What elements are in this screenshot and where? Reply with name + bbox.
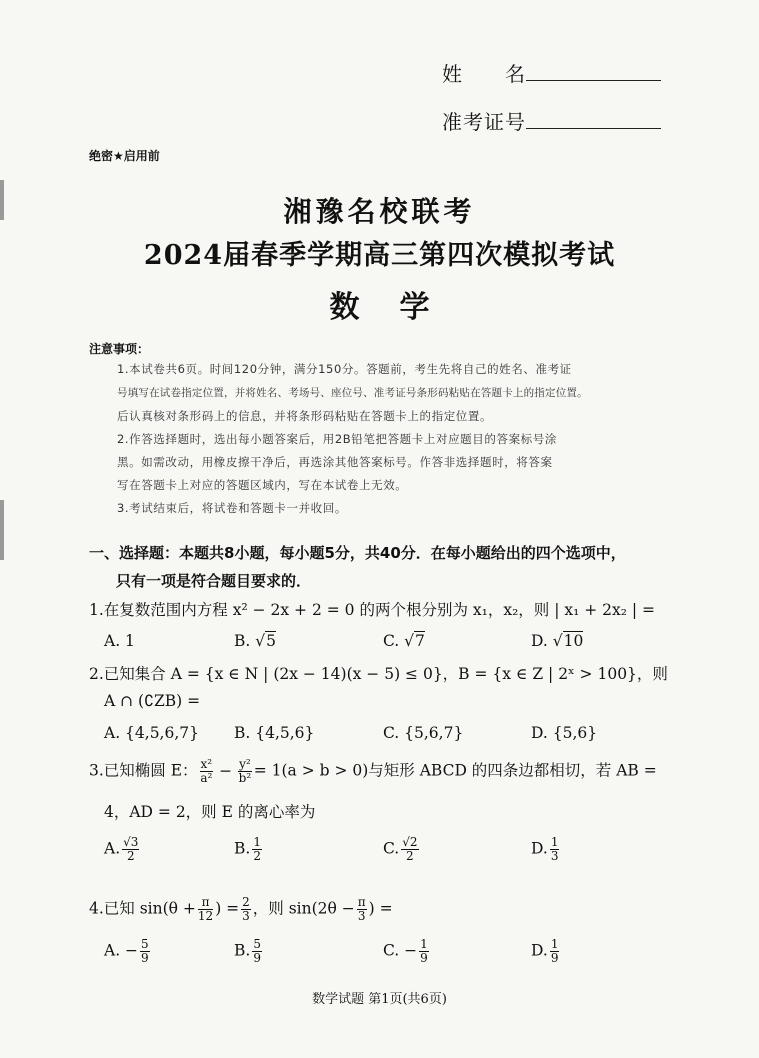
q4-option-c: C. − $\frac{1}{9}$ bbox=[383, 937, 428, 965]
notice-item: 后认真核对条形码上的信息，并将条形码粘贴在答题卡上的指定位置。 bbox=[117, 409, 493, 423]
question-2-stem: 2.已知集合 A = {x ∈ N | (2x − 14)(x − 5) ≤ 0}，B = {x ∈ Z | 2ˣ > 100}，则 bbox=[89, 665, 668, 683]
exam-id-label: 准考证号 bbox=[442, 110, 526, 134]
secret-note: 绝密★启用前 bbox=[89, 149, 160, 163]
page-footer: 数学试题 第1页(共6页) bbox=[312, 992, 447, 1007]
question-3-stem: 3.已知椭圆 E： $\frac{\text{x²}}{\text{a²}}$ − $\frac{\text{y²}}{\text{b²}}$ = 1(a > b > 0)与矩形 ABCD 的四条边都相切，若 AB = bbox=[89, 757, 657, 785]
q4-option-b: B. $\frac{5}{9}$ bbox=[234, 937, 261, 965]
q2-option-c: C. {5,6,7} bbox=[383, 724, 464, 742]
notice-item: 2.作答选择题时，选出每小题答案后，用2B铅笔把答题卡上对应题目的答案标号涂 bbox=[117, 432, 557, 446]
question-3-stem-cont: 4，AD = 2，则 E 的离心率为 bbox=[104, 803, 316, 821]
exam-id-blank bbox=[526, 108, 661, 129]
notice-heading: 注意事项： bbox=[89, 342, 150, 356]
subject-title: 数学 bbox=[329, 290, 470, 325]
q1-option-c: C. √7 bbox=[383, 632, 425, 650]
q2-option-b: B. {4,5,6} bbox=[234, 724, 315, 742]
name-blank bbox=[526, 60, 661, 81]
q3-option-d: D. $\frac{1}{3}$ bbox=[531, 835, 559, 863]
q2-option-a: A. {4,5,6,7} bbox=[104, 724, 199, 742]
q1-option-d: D. √10 bbox=[531, 632, 584, 650]
fraction: $\frac{\text{x²}}{\text{a²}}$ bbox=[200, 757, 213, 785]
q3-option-c: C. $\frac{√2}{2}$ bbox=[383, 835, 418, 863]
notice-item: 1.本试卷共6页。时间120分钟，满分150分。答题前，考生先将自己的姓名、准考证 bbox=[117, 362, 572, 376]
section-heading-cont: 只有一项是符合题目要求的． bbox=[116, 572, 312, 590]
question-2-stem-cont: A ∩ (∁ZB) = bbox=[104, 692, 201, 710]
q3-option-a: A. $\frac{√3}{2}$ bbox=[104, 835, 139, 863]
name-field bbox=[442, 58, 661, 87]
exam-title-line2: 2024届春季学期高三第四次模拟考试 bbox=[143, 240, 616, 271]
notice-item: 黑。如需改动，用橡皮擦干净后，再选涂其他答案标号。作答非选择题时，将答案 bbox=[117, 455, 553, 469]
q4-option-a: A. − $\frac{5}{9}$ bbox=[104, 937, 149, 965]
fraction: $\frac{\text{y²}}{\text{b²}}$ bbox=[238, 757, 252, 785]
exam-id-field bbox=[442, 106, 661, 135]
notice-item: 号填写在试卷指定位置，并将姓名、考场号、座位号、准考证号条形码粘贴在答题卡上的指定位置。 bbox=[117, 387, 588, 399]
q2-option-d: D. {5,6} bbox=[531, 724, 598, 742]
q3-option-b: B. $\frac{1}{2}$ bbox=[234, 835, 261, 863]
q1-option-a: A. 1 bbox=[104, 632, 135, 650]
notice-item: 3.考试结束后，将试卷和答题卡一并收回。 bbox=[117, 501, 347, 515]
notice-item: 写在答题卡上对应的答题区域内，写在本试卷上无效。 bbox=[117, 478, 408, 492]
question-4-stem: 4.已知 sin(θ + $\frac{\pi}{12}$ ) = $\frac{2}{3}$ ，则 sin(2θ − $\frac{\pi}{3}$ ) = bbox=[89, 895, 393, 923]
section-heading: 一、选择题：本题共8小题，每小题5分，共40分．在每小题给出的四个选项中， bbox=[89, 544, 626, 562]
q4-option-d: D. $\frac{1}{9}$ bbox=[531, 937, 559, 965]
q1-option-b: B. √5 bbox=[234, 632, 276, 650]
exam-title-line1: 湘豫名校联考 bbox=[283, 195, 476, 228]
name-label: 姓 名 bbox=[442, 62, 526, 86]
question-1-stem: 1.在复数范围内方程 x² − 2x + 2 = 0 的两个根分别为 x₁，x₂，则 | x₁ + 2x₂ | = bbox=[89, 601, 656, 619]
scan-edge-mark bbox=[0, 500, 4, 560]
